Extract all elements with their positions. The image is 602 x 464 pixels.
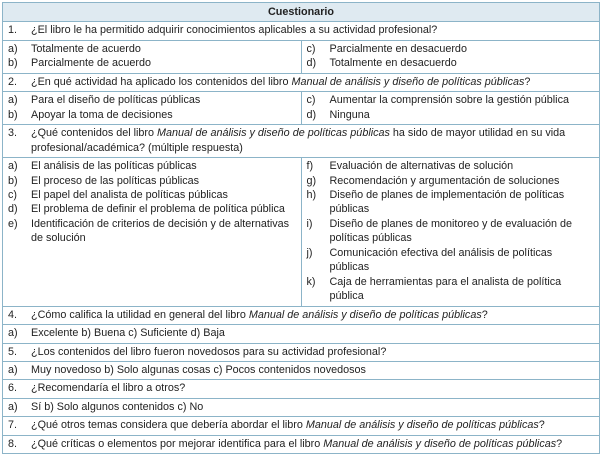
option-item <box>307 275 595 304</box>
option-letter: i) <box>306 217 313 230</box>
question-text-pre: ¿Cómo califica la utilidad en general del libro <box>31 308 249 321</box>
option-text: El papel del analista de políticas públicas <box>31 188 228 201</box>
option-letter: b) <box>8 174 18 187</box>
book-title: Manual de análisis y diseño de políticas públicas <box>291 75 525 88</box>
option-item <box>307 42 595 56</box>
option-letter: h) <box>306 188 317 201</box>
header-row <box>3 3 600 22</box>
question-row-5 <box>3 343 600 361</box>
option-text: Diseño de planes de implementación de políticas públicas <box>329 188 565 216</box>
option-letter: e) <box>8 217 18 230</box>
option-letter: g) <box>306 174 317 187</box>
question-text <box>31 75 594 89</box>
question-number: 8. <box>8 437 18 450</box>
question-7 <box>8 418 594 432</box>
option-letter: a) <box>8 400 18 413</box>
options-row-1 <box>3 40 600 73</box>
option-item <box>8 108 296 122</box>
option-text: Parcialmente de acuerdo <box>31 57 152 70</box>
option-item <box>307 56 595 70</box>
option-item <box>307 93 595 107</box>
option-letter: a) <box>8 363 18 376</box>
options-row-3 <box>3 158 600 307</box>
inline-answers <box>8 363 594 377</box>
question-number: 6. <box>8 382 18 395</box>
option-item <box>8 188 296 202</box>
question-row-1 <box>3 22 600 40</box>
option-text: Aumentar la comprensión sobre la gestión pública <box>329 94 569 107</box>
book-title: Manual de análisis y diseño de políticas públicas <box>323 437 557 450</box>
option-item <box>8 42 296 56</box>
option-letter: d) <box>306 108 317 121</box>
option-letter: a) <box>8 327 18 340</box>
table-title: Cuestionario <box>3 3 600 22</box>
option-letter: c) <box>306 94 316 107</box>
option-item <box>307 246 595 275</box>
questionnaire-table <box>2 2 600 454</box>
option-letter: f) <box>306 160 314 173</box>
book-title: Manual de análisis y diseño de políticas públicas <box>305 419 539 432</box>
question-2 <box>8 75 594 89</box>
option-text: Recomendación y argumentación de soluciones <box>329 174 560 187</box>
question-text-pre: ¿El libro le ha permitido adquirir conocimientos aplicables a su actividad profesional? <box>31 24 438 37</box>
option-letter: c) <box>8 188 17 201</box>
option-letter: d) <box>8 203 18 216</box>
question-1 <box>8 23 594 37</box>
option-text: Para el diseño de políticas públicas <box>31 94 201 107</box>
option-text: El análisis de las políticas públicas <box>31 160 197 173</box>
option-text: Muy novedoso b) Solo algunas cosas c) Pocos contenidos novedosos <box>31 363 366 376</box>
question-row-6 <box>3 380 600 398</box>
question-text <box>31 308 594 322</box>
answers-row-6 <box>3 398 600 416</box>
option-letter: k) <box>306 275 316 288</box>
question-4 <box>8 308 594 322</box>
option-item <box>307 159 595 173</box>
option-text: Ninguna <box>329 108 370 121</box>
option-letter: c) <box>306 42 316 55</box>
question-number: 2. <box>8 75 18 88</box>
option-letter: a) <box>8 160 18 173</box>
answers-row-5 <box>3 361 600 379</box>
question-number: 1. <box>8 24 18 37</box>
question-text <box>31 381 594 395</box>
inline-answers <box>8 326 594 340</box>
option-item <box>307 108 595 122</box>
question-text <box>31 345 594 359</box>
option-text: El problema de definir el problema de política pública <box>31 203 285 216</box>
question-row-7 <box>3 417 600 435</box>
option-item <box>8 56 296 70</box>
question-text <box>31 126 594 155</box>
option-letter: d) <box>306 57 317 70</box>
question-text-pre: ¿Qué críticas o elementos por mejorar identifica para el libro <box>31 437 324 450</box>
option-item <box>307 217 595 246</box>
option-text: Apoyar la toma de decisiones <box>31 108 173 121</box>
option-letter: a) <box>8 94 18 107</box>
option-text: Parcialmente en desacuerdo <box>329 42 467 55</box>
question-number: 5. <box>8 345 18 358</box>
option-text: Evaluación de alternativas de solución <box>329 160 514 173</box>
option-item <box>8 217 296 246</box>
question-3 <box>8 126 594 155</box>
question-text-post: ? <box>524 75 531 88</box>
question-text-post: ? <box>538 419 545 432</box>
question-text-post: ha sido de mayor utilidad en su vida profesional/académica? (múltiple respuesta) <box>31 127 566 154</box>
inline-answers <box>8 400 594 414</box>
option-text: Comunicación efectiva del análisis de políticas públicas <box>329 246 553 274</box>
option-text: Totalmente de acuerdo <box>31 42 141 55</box>
option-text: Totalmente en desacuerdo <box>329 57 457 70</box>
question-text-pre: ¿Qué otros temas considera que debería abordar el libro <box>31 419 306 432</box>
option-item <box>8 159 296 173</box>
question-text-pre: ¿En qué actividad ha aplicado los contenidos del libro <box>31 75 292 88</box>
book-title: Manual de análisis y diseño de políticas públicas <box>157 127 390 140</box>
option-letter: j) <box>306 246 313 259</box>
question-row-8 <box>3 435 600 453</box>
question-text <box>31 418 594 432</box>
option-item <box>8 174 296 188</box>
question-row-4 <box>3 306 600 324</box>
question-text-pre: ¿Recomendaría el libro a otros? <box>31 382 186 395</box>
option-text: Identificación de criterios de decisión y de alternativas de solución <box>31 217 290 245</box>
option-item <box>307 188 595 217</box>
option-item <box>307 174 595 188</box>
question-5 <box>8 345 594 359</box>
options-row-2 <box>3 92 600 125</box>
book-title: Manual de análisis y diseño de políticas públicas <box>248 308 482 321</box>
question-6 <box>8 381 594 395</box>
option-letter: b) <box>8 108 18 121</box>
option-text: Caja de herramientas para el analista de política pública <box>329 275 562 303</box>
option-item <box>8 93 296 107</box>
option-item <box>8 202 296 216</box>
question-text-pre: ¿Los contenidos del libro fueron novedosos para su actividad profesional? <box>31 345 387 358</box>
question-row-3 <box>3 125 600 158</box>
question-text <box>31 23 594 37</box>
option-text: Diseño de planes de monitoreo y de evaluación de políticas públicas <box>329 217 572 245</box>
question-text-pre: ¿Qué contenidos del libro <box>31 127 158 140</box>
question-number: 7. <box>8 419 18 432</box>
option-letter: a) <box>8 42 18 55</box>
question-row-2 <box>3 73 600 91</box>
option-text: Excelente b) Buena c) Suficiente d) Baja <box>31 327 225 340</box>
answers-row-4 <box>3 325 600 343</box>
option-letter: b) <box>8 57 18 70</box>
question-text-post: ? <box>481 308 488 321</box>
question-number: 3. <box>8 127 18 140</box>
question-text-post: ? <box>556 437 563 450</box>
question-8 <box>8 437 594 451</box>
option-text: El proceso de las políticas públicas <box>31 174 200 187</box>
option-text: Sí b) Solo algunos contenidos c) No <box>31 400 204 413</box>
question-text <box>31 437 594 451</box>
question-number: 4. <box>8 308 18 321</box>
